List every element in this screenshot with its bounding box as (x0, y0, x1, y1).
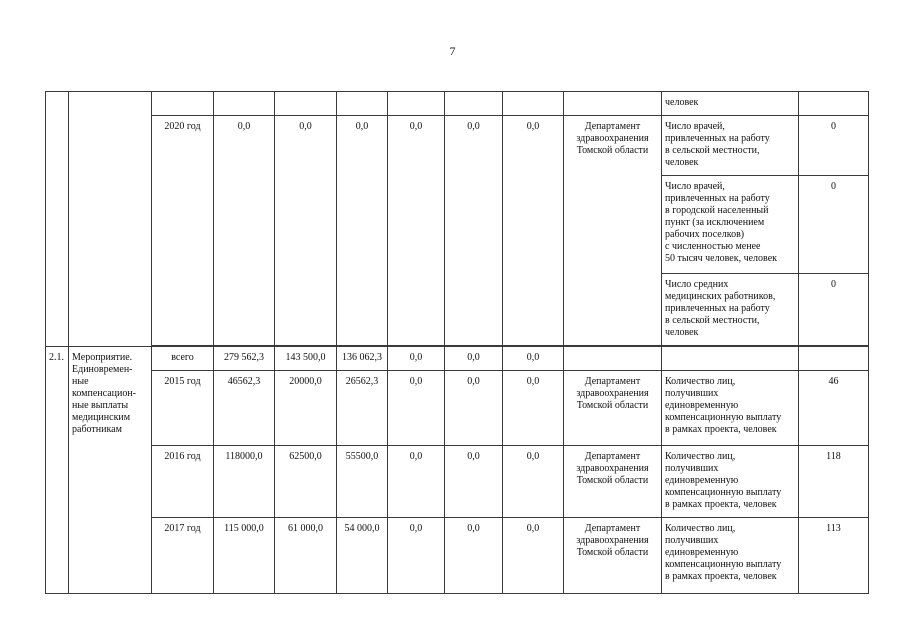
indicator-value: 46 (799, 371, 869, 446)
year-cell (152, 92, 214, 116)
indicator-cell: Число врачей, привлеченных на работу в сельской местности, человек (662, 116, 799, 176)
name-cell (69, 92, 152, 347)
year-cell: 2017 год (152, 518, 214, 594)
executor-cell: Департамент здравоохранения Томской области (564, 116, 662, 346)
year-cell: 2020 год (152, 116, 214, 346)
page-number: 7 (449, 44, 456, 58)
indicator-value: 118 (799, 446, 869, 518)
executor-cell: Департамент здравоохранения Томской области (564, 446, 662, 518)
measure-number: 2.1. (46, 347, 69, 594)
indicator-value: 113 (799, 518, 869, 594)
number-cell (46, 92, 69, 347)
indicator-cell: Число средних медицинских работников, привлеченных на работу в сельской местности, человек (662, 274, 799, 346)
table-row: 2.1. Мероприятие. Единовремен- ные компенсацион- ные выплаты медицинским работникам всего 279 562,3 143 500,0 136 062,3 0,0 0,0 0,0 (46, 347, 869, 371)
continuation-row (46, 92, 869, 116)
table-row: 2020 год 0,0 0,0 0,0 0,0 0,0 0,0 Департамент здравоохранения Томской области Число врачей, привлеченных на работу в сельской местности, человек 0 (46, 116, 869, 176)
indicator-value (799, 347, 869, 371)
executor-cell: Департамент здравоохранения Томской области (564, 518, 662, 594)
indicator-value: 0 (799, 274, 869, 346)
indicator-cell: Число врачей, привлеченных на работу в городской населенный пункт (за исключением рабочих поселков) с численностью менее 50 тысяч человек, человек (662, 176, 799, 274)
program-table (45, 91, 869, 594)
table-row: 2015 год 46562,3 20000,0 26562,3 0,0 0,0 0,0 Департамент здравоохранения Томской области Количество лиц, получивших единовременную компенсационную выплату в рамках проекта, человек 46 (46, 371, 869, 446)
indicator-cell: Количество лиц, получивших единовременную компенсационную выплату в рамках проекта, человек (662, 446, 799, 518)
indicator-cell: человек (662, 92, 799, 116)
indicator-value: 0 (799, 116, 869, 176)
measure-name: Мероприятие. Единовремен- ные компенсацион- ные выплаты медицинским работникам (69, 347, 152, 594)
executor-cell: Департамент здравоохранения Томской области (564, 371, 662, 446)
year-cell: 2016 год (152, 446, 214, 518)
indicator-cell: Количество лиц, получивших единовременную компенсационную выплату в рамках проекта, человек (662, 371, 799, 446)
indicator-cell (662, 347, 799, 371)
year-cell: 2015 год (152, 371, 214, 446)
table-row: 2017 год 115 000,0 61 000,0 54 000,0 0,0 0,0 0,0 Департамент здравоохранения Томской области Количество лиц, получивших единовременную компенсационную выплату в рамках проекта, человек 113 (46, 518, 869, 594)
indicator-cell: Количество лиц, получивших единовременную компенсационную выплату в рамках проекта, человек (662, 518, 799, 594)
executor-cell (564, 347, 662, 371)
table-row: 2016 год 118000,0 62500,0 55500,0 0,0 0,0 0,0 Департамент здравоохранения Томской области Количество лиц, получивших единовременную компенсационную выплату в рамках проекта, человек 118 (46, 446, 869, 518)
year-cell: всего (152, 347, 214, 371)
indicator-value: 0 (799, 176, 869, 274)
